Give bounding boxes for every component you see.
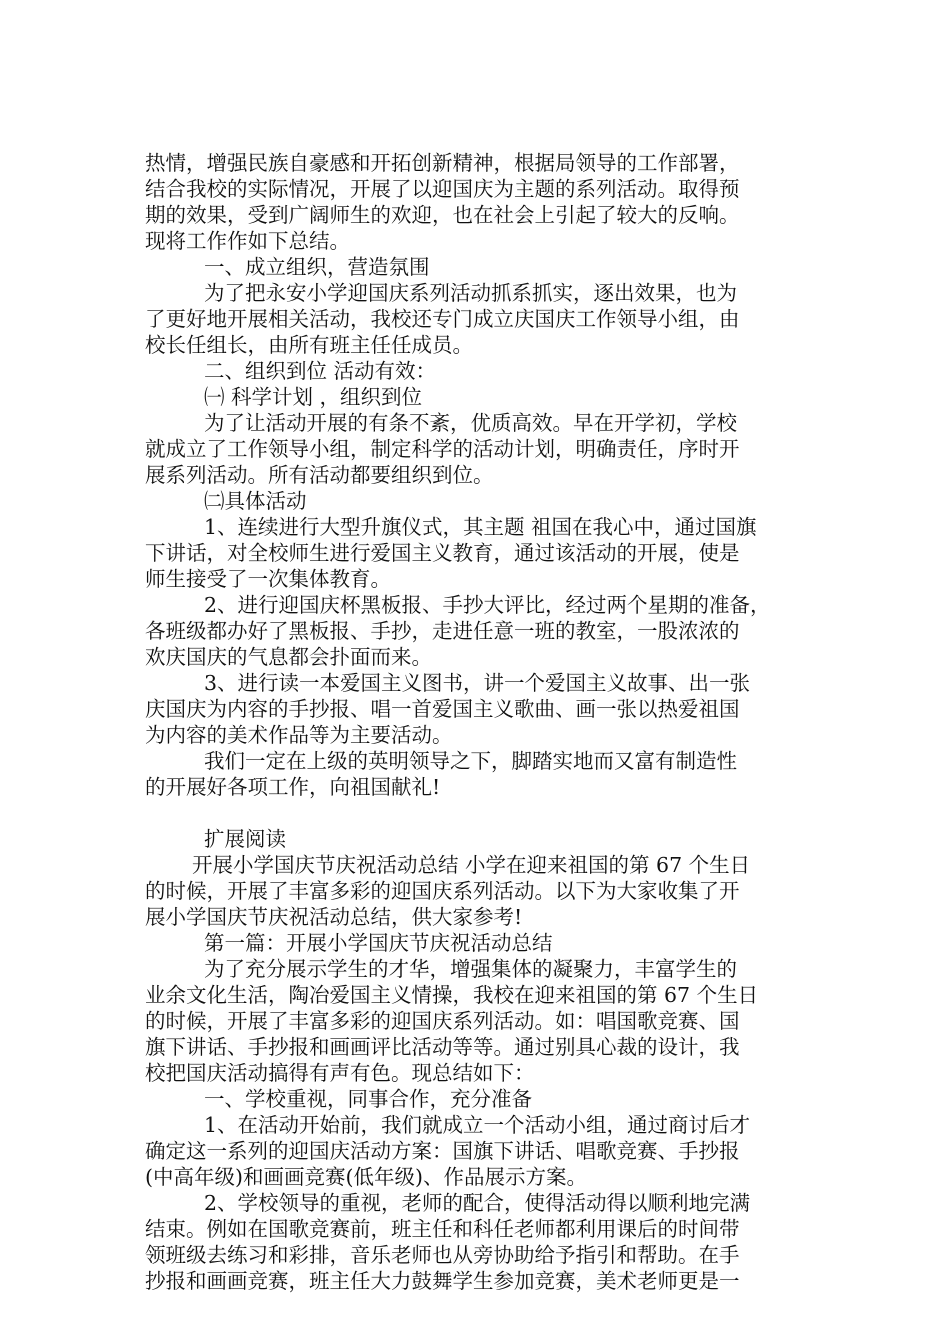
text-line: 领班级去练习和彩排，音乐老师也从旁协助给予指引和帮助。在手 [145,1243,740,1267]
text-line: 为了充分展示学生的才华，增强集体的凝聚力，丰富学生的 [204,957,737,981]
extended-reading-heading: 扩展阅读 [204,827,286,851]
text-line: 2、学校领导的重视，老师的配合，使得活动得以顺利地完满 [204,1191,751,1215]
text-line: 我们一定在上级的英明领导之下，脚踏实地而又富有制造性 [204,749,737,773]
text-line: 开展小学国庆节庆祝活动总结 小学在迎来祖国的第 67 个生日 [192,853,751,877]
text-line: 为了把永安小学迎国庆系列活动抓系抓实，逐出效果，也为 [204,281,737,305]
section-heading: 一、学校重视，同事合作，充分准备 [204,1087,532,1111]
text-line: 展系列活动。所有活动都要组织到位。 [145,463,494,487]
text-line: (中高年级)和画画竞赛(低年级)、作品展示方案。 [145,1165,587,1189]
text-line: 展小学国庆节庆祝活动总结，供大家参考! [145,905,523,929]
text-line: 抄报和画画竞赛，班主任大力鼓舞学生参加竞赛，美术老师更是一 [145,1269,740,1293]
text-line: 3、进行读一本爱国主义图书，讲一个爱国主义故事、出一张 [204,671,751,695]
article-title: 第一篇：开展小学国庆节庆祝活动总结 [204,931,553,955]
text-line: 旗下讲话、手抄报和画画评比活动等等。通过别具心裁的设计，我 [145,1035,740,1059]
text-line: 1、在活动开始前，我们就成立一个活动小组，通过商讨后才 [204,1113,751,1137]
text-line: 的时候，开展了丰富多彩的迎国庆系列活动。如：唱国歌竞赛、国 [145,1009,740,1033]
text-line: 各班级都办好了黑板报、手抄，走进任意一班的教室，一股浓浓的 [145,619,740,643]
text-line: 为了让活动开展的有条不紊，优质高效。早在开学初，学校 [204,411,737,435]
section-heading: 二、组织到位 活动有效： [204,359,437,383]
text-line: 就成立了工作领导小组，制定科学的活动计划，明确责任，序时开 [145,437,740,461]
text-line: 欢庆国庆的气息都会扑面而来。 [145,645,432,669]
text-line: 热情，增强民族自豪感和开拓创新精神，根据局领导的工作部署， [145,151,740,175]
text-line: 校长任组长，由所有班主任任成员。 [145,333,473,357]
text-line: 2、进行迎国庆杯黑板报、手抄大评比，经过两个星期的准备， [204,593,771,617]
text-line: 的时候，开展了丰富多彩的迎国庆系列活动。以下为大家收集了开 [145,879,740,903]
text-line: 确定这一系列的迎国庆活动方案：国旗下讲话、唱歌竞赛、手抄报 [145,1139,740,1163]
text-line: 结合我校的实际情况，开展了以迎国庆为主题的系列活动。取得预 [145,177,740,201]
subsection-heading: ㈡具体活动 [204,489,307,513]
text-line: 为内容的美术作品等为主要活动。 [145,723,453,747]
text-line: 了更好地开展相关活动，我校还专门成立庆国庆工作领导小组，由 [145,307,740,331]
text-line: 师生接受了一次集体教育。 [145,567,391,591]
section-heading: 一、成立组织，营造氛围 [204,255,430,279]
subsection-heading: ㈠ 科学计划 ，组织到位 [204,385,423,409]
text-line: 的开展好各项工作，向祖国献礼! [145,775,441,799]
text-line: 业余文化生活，陶冶爱国主义情操，我校在迎来祖国的第 67 个生日 [145,983,759,1007]
text-line: 结束。例如在国歌竞赛前，班主任和科任老师都利用课后的时间带 [145,1217,740,1241]
text-line: 1、连续进行大型升旗仪式，其主题 祖国在我心中，通过国旗 [204,515,757,539]
text-line: 校把国庆活动搞得有声有色。现总结如下： [145,1061,535,1085]
text-line: 下讲话，对全校师生进行爱国主义教育，通过该活动的开展，使是 [145,541,740,565]
text-line: 期的效果，受到广阔师生的欢迎，也在社会上引起了较大的反响。 [145,203,740,227]
text-line: 现将工作作如下总结。 [145,229,350,253]
text-line: 庆国庆为内容的手抄报、唱一首爱国主义歌曲、画一张以热爱祖国 [145,697,740,721]
